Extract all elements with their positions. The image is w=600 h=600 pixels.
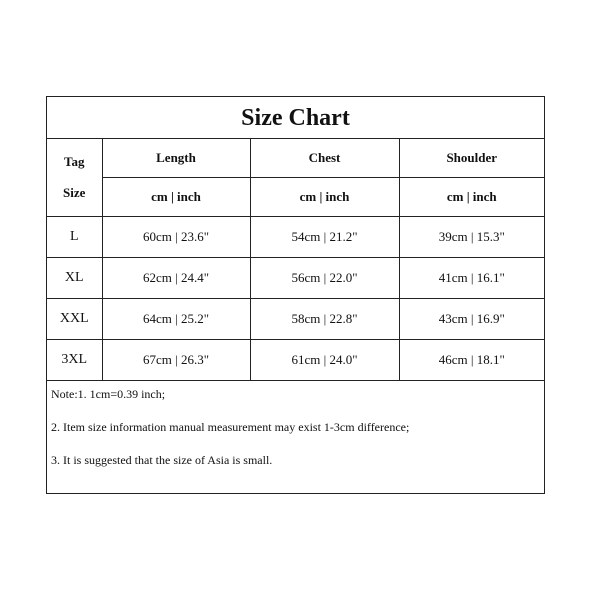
unit-length: cm | inch (102, 177, 250, 216)
size-cell: XXL (47, 298, 102, 339)
length-cell: 64cm | 25.2" (102, 298, 250, 339)
chart-title: Size Chart (47, 97, 544, 139)
shoulder-cell: 41cm | 16.1" (399, 257, 544, 298)
size-cell: L (47, 216, 102, 257)
table-row (47, 257, 544, 298)
tag-label: Tag (64, 154, 85, 170)
size-chart (46, 96, 545, 494)
unit-shoulder: cm | inch (399, 177, 544, 216)
shoulder-cell: 46cm | 18.1" (399, 339, 544, 380)
column-header-chest: Chest (250, 139, 399, 177)
notes-section (51, 385, 541, 484)
column-header-shoulder: Shoulder (399, 139, 544, 177)
unit-row (47, 177, 544, 216)
size-table (47, 139, 544, 381)
chest-cell: 58cm | 22.8" (250, 298, 399, 339)
chest-cell: 54cm | 21.2" (250, 216, 399, 257)
shoulder-cell: 43cm | 16.9" (399, 298, 544, 339)
header-row (47, 139, 544, 177)
unit-chest: cm | inch (250, 177, 399, 216)
length-cell: 62cm | 24.4" (102, 257, 250, 298)
size-cell: 3XL (47, 339, 102, 380)
chest-cell: 61cm | 24.0" (250, 339, 399, 380)
note-2: 2. Item size information manual measurement may exist 1-3cm difference; (51, 420, 410, 434)
size-label: Size (63, 185, 86, 201)
table-row (47, 298, 544, 339)
column-header-length: Length (102, 139, 250, 177)
chest-cell: 56cm | 22.0" (250, 257, 399, 298)
table-row (47, 216, 544, 257)
tag-size-header (47, 139, 102, 216)
size-cell: XL (47, 257, 102, 298)
note-1: Note:1. 1cm=0.39 inch; (51, 387, 166, 401)
length-cell: 60cm | 23.6" (102, 216, 250, 257)
length-cell: 67cm | 26.3" (102, 339, 250, 380)
note-3: 3. It is suggested that the size of Asia is small. (51, 453, 273, 467)
shoulder-cell: 39cm | 15.3" (399, 216, 544, 257)
table-row (47, 339, 544, 380)
